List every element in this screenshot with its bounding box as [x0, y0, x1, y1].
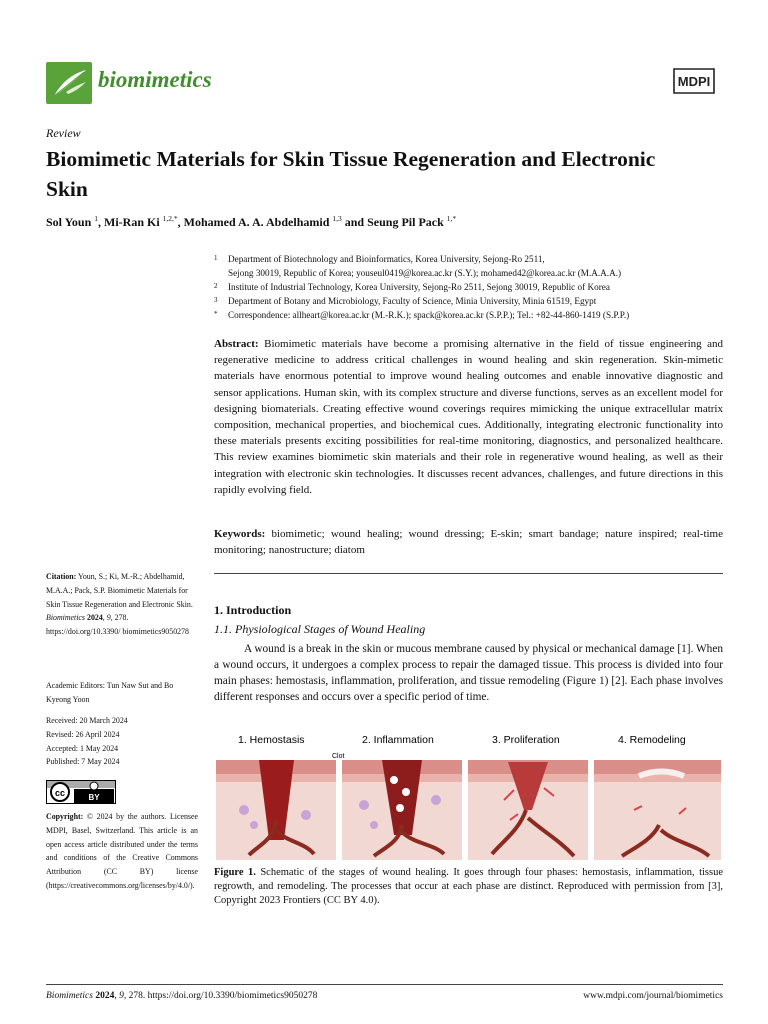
keywords: [214, 526, 723, 558]
affiliations: [214, 252, 724, 322]
copyright-block: [46, 810, 198, 893]
panel-hemostasis: [216, 760, 336, 860]
citation-journal: Biomimetics: [46, 613, 86, 623]
affiliation-line: Department of Botany and Microbiology, Faculty of Science, Minia University, Minia 61519, Egypt: [228, 296, 597, 306]
affiliation-line: Correspondence: allheart@korea.ac.kr (M.-R.K.); spack@korea.ac.kr (S.P.P.); Tel.: +82-44-860-1419 (S.P.P.): [228, 310, 630, 320]
affiliation-item: [214, 308, 724, 322]
accepted-date: Accepted: 1 May 2024: [46, 743, 119, 753]
footer-journal: Biomimetics: [46, 991, 93, 1001]
panel-label-proliferation: 3. Proliferation: [492, 734, 560, 746]
body-paragraph: A wound is a break in the skin or mucous membrane caused by physical or mechanical damage [1]. When a wound occurs, it undergoes a complex process to repair the damaged tissue. This process is divided into four main phases: hemostasis, inflammation, proliferation, and tissue remodeling (Figure 1) [2]. Each phase involves different responses and occurs over a specific period of time.: [214, 643, 723, 703]
keywords-text: biomimetic; wound healing; wound dressing; E-skin; smart bandage; nature inspired; real-time monitoring; nanostructure; diatom: [214, 528, 723, 557]
leaf-icon: [46, 62, 92, 104]
footer-divider: [46, 984, 723, 985]
affiliation-item: [214, 252, 724, 280]
publisher-name: MDPI: [677, 74, 711, 89]
figure-caption: [214, 866, 723, 909]
footer-url[interactable]: www.mdpi.com/journal/biomimetics: [583, 991, 723, 1001]
author-affiliation-mark: 1,3: [332, 214, 342, 223]
journal-logo: [46, 62, 92, 104]
affiliation-line: Sejong 30019, Republic of Korea; youseul0419@korea.ac.kr (S.Y.); mohamed42@korea.ac.kr (M.A.A.A.): [228, 268, 622, 278]
citation-text: Youn, S.; Ki, M.-R.; Abdelhamid, M.A.A.; Pack, S.P. Biomimetic Materials for Skin Tissue Regeneration and Electronic Skin.: [46, 572, 193, 609]
author-name: Mohamed A. A. Abdelhamid $^{1,3}$: [183, 214, 342, 229]
citation-rest: , 278. https://doi.org/10.3390/ biomimetics9050278: [46, 613, 189, 637]
affiliation-number: 3: [214, 296, 218, 304]
caption-label: Figure 1.: [214, 867, 256, 878]
article-type: Review: [46, 126, 81, 140]
author-separator: ,: [98, 215, 104, 229]
footer-year: 2024: [95, 991, 115, 1001]
author-affiliation-mark: 1,2,*: [162, 214, 178, 223]
abstract-text: Biomimetic materials have become a promising alternative in the field of tissue engineering and regenerative medicine to address critical challenges in wound healing and skin regeneration. Skin-mimetic materials have enormous potential to improve wound healing outcomes and enable innovative diagnostic and sensor applications. Human skin, with its complex structure and diverse functions, serves as an excellent model for designing biomaterials. Creating effective wound coverings requires mimicking the unique extracellular matrix composition, mechanical properties, and biochemical cues. Additionally, integrating electronic functionality into these materials presents exciting possibilities for real-time monitoring, diagnostics, and personalized healthcare. This review examines biomimetic skin materials and their role in regenerative wound healing, as well as their integration with electronic skin technologies. It discusses recent advances, challenges, and future directions in this rapidly evolving field.: [214, 338, 724, 496]
abstract-label: Abstract:: [214, 338, 259, 350]
affiliation-item: [214, 280, 724, 294]
affiliation-number: *: [214, 310, 218, 318]
affiliation-number: 1: [214, 254, 218, 262]
citation-label: Citation:: [46, 572, 77, 581]
keywords-label: Keywords:: [214, 528, 266, 540]
panel-remodeling: [594, 760, 721, 860]
cc-by-badge[interactable]: [46, 780, 116, 804]
published-date: Published: 7 May 2024: [46, 757, 120, 767]
academic-editors: [46, 679, 198, 707]
panel-proliferation: [468, 760, 588, 860]
revised-date: Revised: 26 April 2024: [46, 729, 120, 739]
author-separator: and: [341, 215, 368, 229]
affiliation-line: Institute of Industrial Technology, Korea University, Sejong-Ro 2511, Sejong 30019, Republic of Korea: [228, 282, 610, 292]
author-list: [46, 214, 456, 230]
author-name: Seung Pil Pack $^{1,*}$: [367, 214, 457, 229]
editors-names: Tun Naw Sut and Bo Kyeong Yoon: [46, 681, 174, 704]
panel-label-hemostasis: 1. Hemostasis: [238, 734, 305, 746]
citation-block: Citation: Youn, S.; Ki, M.-R.; Abdelhamid, M.A.A.; Pack, S.P. Biomimetic Materials for Skin Tissue Regeneration and Electronic Skin. Biomimetics 2024, 9, 278. https://doi.org/10.3390/ biomimetics9050278: [46, 572, 193, 637]
cc-icon: cc: [54, 788, 66, 798]
author-affiliation-mark: 1: [94, 214, 98, 223]
clot-label: Clot: [332, 753, 345, 760]
affiliation-item: [214, 294, 724, 308]
mdpi-logo: [668, 66, 720, 96]
dates-block: [46, 714, 198, 769]
received-date: Received: 20 March 2024: [46, 716, 128, 725]
author-name: Mi-Ran Ki $^{1,2,*}$: [104, 214, 178, 229]
affiliation-line: Department of Biotechnology and Bioinformatics, Korea University, Sejong-Ro 2511,: [228, 254, 545, 264]
footer-doi: , 278. https://doi.org/10.3390/biomimetics9050278: [123, 991, 318, 1001]
section-heading: 1. Introduction: [214, 603, 292, 617]
panel-inflammation: [342, 760, 462, 860]
abstract: [214, 336, 723, 498]
copyright-label: Copyright:: [46, 812, 84, 821]
divider: [214, 573, 723, 574]
subsection-heading: 1.1. Physiological Stages of Wound Healing: [214, 622, 426, 636]
footer-volume: 9: [119, 991, 124, 1001]
footer-citation: Biomimetics 2024, 9, 278. https://doi.org/10.3390/biomimetics9050278: [46, 991, 318, 1001]
author-affiliation-mark: 1,*: [446, 214, 457, 223]
editors-label: Academic Editors:: [46, 681, 105, 690]
page-title: Biomimetic Materials for Skin Tissue Regeneration and Electronic Skin: [46, 147, 656, 201]
caption-text: Schematic of the stages of wound healing. It goes through four phases: hemostasis, inflammation, tissue regrowth, and remodeling. The processes that occur at each phase are distinct. Reproduced with permission from [3], Copyright 2023 Frontiers (CC BY 4.0).: [214, 867, 724, 907]
author-name: Sol Youn $^1$: [46, 214, 98, 229]
panel-label-inflammation: 2. Inflammation: [362, 734, 434, 746]
author-separator: ,: [177, 215, 184, 229]
figure-1: [214, 730, 723, 862]
affiliation-number: 2: [214, 282, 218, 290]
journal-name: biomimetics: [98, 67, 212, 92]
copyright-text: © 2024 by the authors. Licensee MDPI, Basel, Switzerland. This article is an open access article distributed under the terms and conditions of the Creative Commons Attribution (CC BY) license (https://creativecommons.org/licenses/by/4.0/).: [46, 812, 198, 890]
panel-label-remodeling: 4. Remodeling: [618, 734, 686, 746]
citation-volume: 9: [106, 613, 111, 623]
by-icon: BY: [88, 793, 100, 802]
citation-year: 2024: [87, 613, 103, 623]
